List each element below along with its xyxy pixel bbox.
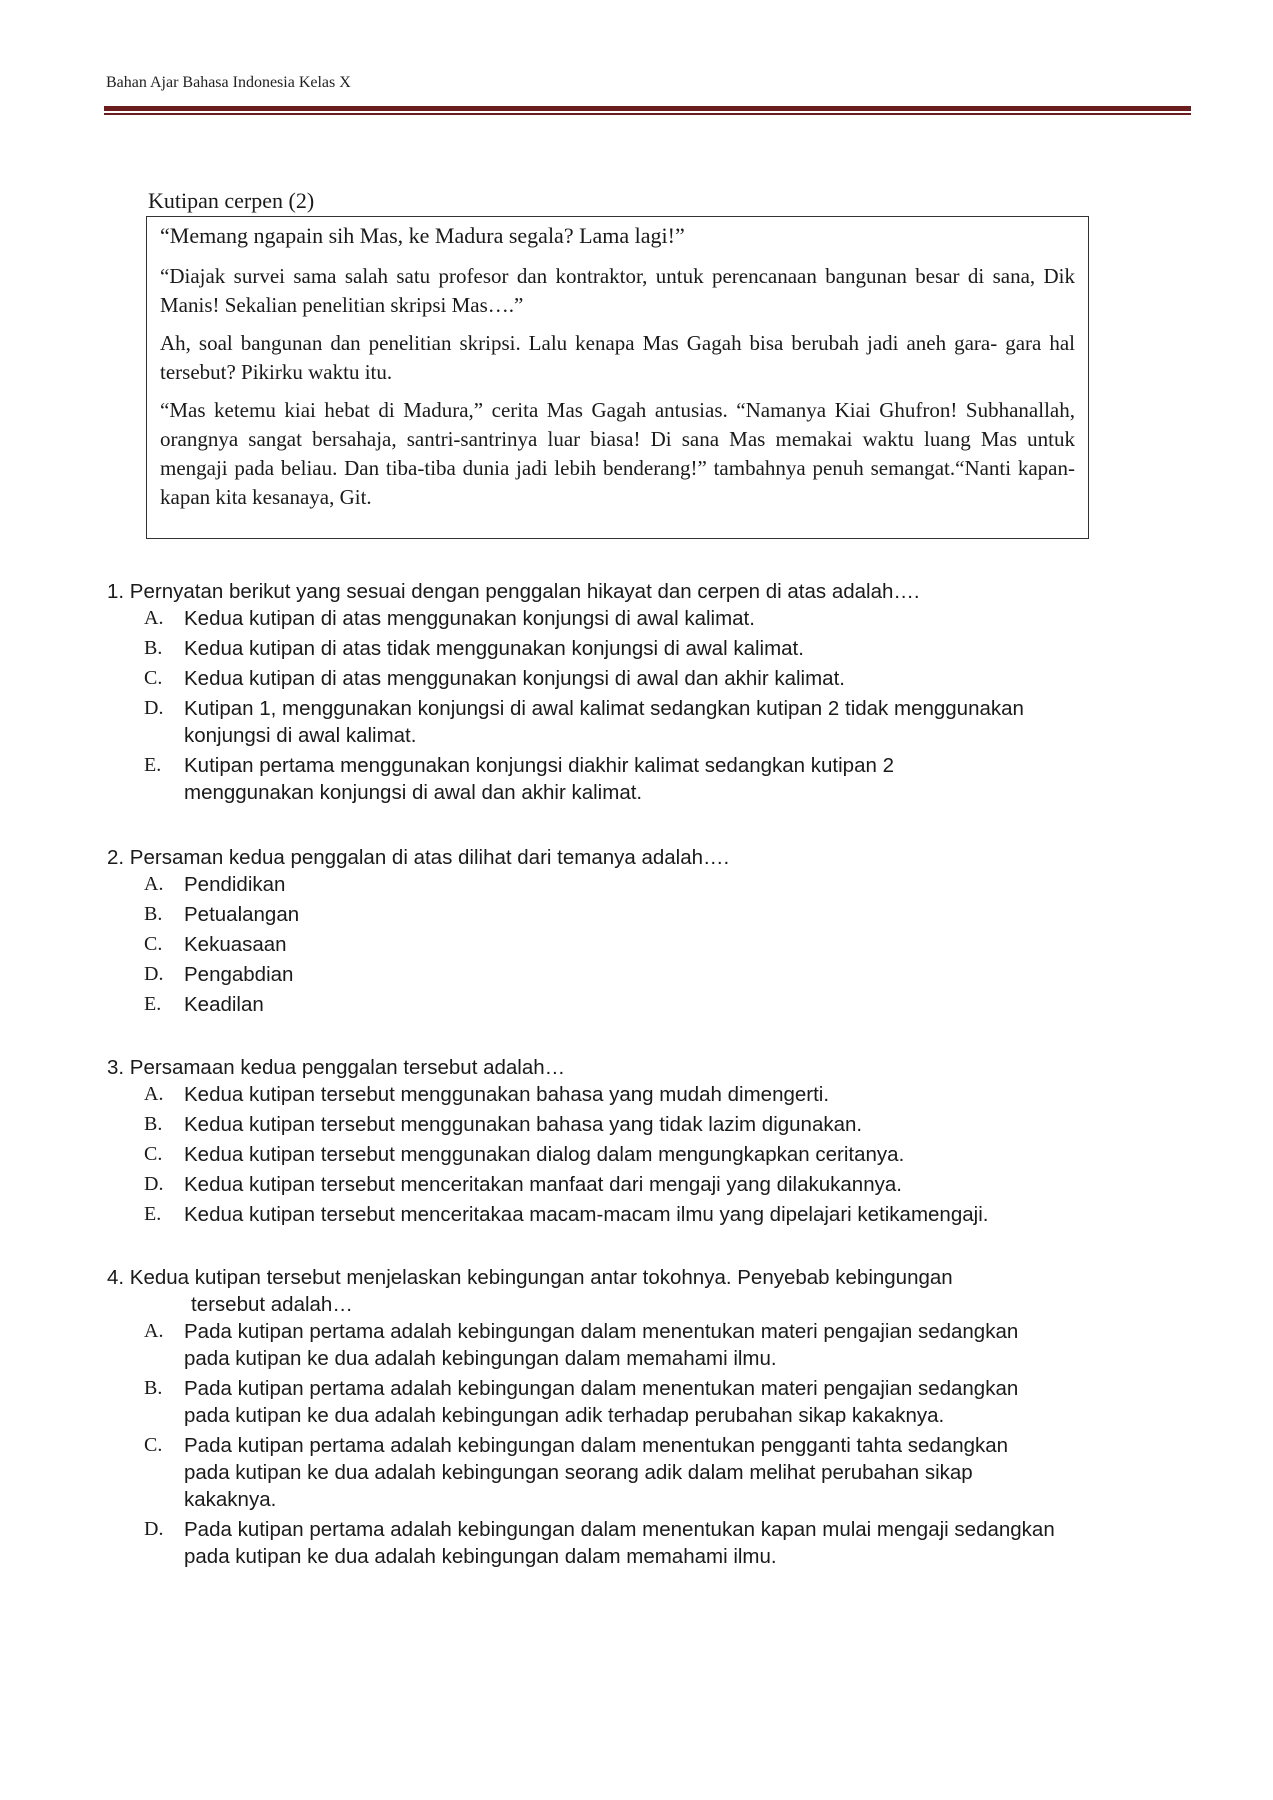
option-d	[107, 695, 1167, 749]
option-text: Pengabdian	[184, 963, 294, 986]
option-b	[107, 1375, 1167, 1429]
option-letter: B.	[144, 1113, 163, 1135]
option-a	[107, 605, 1167, 632]
excerpt-paragraph: “Memang ngapain sih Mas, ke Madura segala? Lama lagi!”	[160, 223, 685, 248]
option-text: Pada kutipan pertama adalah kebingungan dalam menentukan materi pengajian sedangkan pada kutipan ke dua adalah kebingungan dalam memahami ilmu.	[184, 1320, 1019, 1370]
option-letter: E.	[144, 1203, 162, 1225]
option-text: Petualangan	[184, 903, 300, 926]
option-text: Keadilan	[184, 993, 264, 1016]
question-3	[107, 1054, 1167, 1231]
option-text: Kedua kutipan tersebut menggunakan bahasa yang mudah dimengerti.	[184, 1083, 830, 1106]
option-text: Kutipan 1, menggunakan konjungsi di awal kalimat sedangkan kutipan 2 tidak menggunakan konjungsi di awal kalimat.	[184, 697, 1024, 747]
option-text: Kedua kutipan tersebut menceritakaa macam-macam ilmu yang dipelajari ketikamengaji.	[184, 1203, 989, 1226]
option-text: Kedua kutipan tersebut menggunakan bahasa yang tidak lazim digunakan.	[184, 1113, 863, 1136]
option-letter: B.	[144, 1377, 163, 1399]
question-stem: 1. Pernyatan berikut yang sesuai dengan penggalan hikayat dan cerpen di atas adalah….	[107, 580, 920, 603]
option-c	[107, 1141, 1167, 1168]
option-letter: D.	[144, 963, 164, 985]
options-list	[107, 605, 1167, 806]
option-text: Pada kutipan pertama adalah kebingungan dalam menentukan materi pengajian sedangkan pada kutipan ke dua adalah kebingungan adik terhadap perubahan sikap kakaknya.	[184, 1377, 1019, 1427]
option-text: Kedua kutipan tersebut menggunakan dialog dalam mengungkapkan ceritanya.	[184, 1143, 905, 1166]
option-text: Kedua kutipan di atas menggunakan konjungsi di awal kalimat.	[184, 607, 755, 630]
option-letter: A.	[144, 873, 164, 895]
option-d	[107, 961, 1167, 988]
options-list	[107, 871, 1167, 1018]
option-text: Pada kutipan pertama adalah kebingungan dalam menentukan pengganti tahta sedangkan pada kutipan ke dua adalah kebingungan seorang adik dalam melihat perubahan sikap kakaknya.	[184, 1434, 1009, 1511]
option-c	[107, 665, 1167, 692]
header-rule-thin	[104, 113, 1191, 115]
option-e	[107, 1201, 1167, 1228]
excerpt-label: Kutipan cerpen (2)	[148, 188, 315, 213]
option-letter: D.	[144, 697, 164, 719]
option-b	[107, 901, 1167, 928]
option-d	[107, 1171, 1167, 1198]
option-text: Kedua kutipan tersebut menceritakan manfaat dari mengaji yang dilakukannya.	[184, 1173, 902, 1196]
option-letter: A.	[144, 1320, 164, 1342]
option-letter: B.	[144, 637, 163, 659]
option-letter: E.	[144, 993, 162, 1015]
option-d	[107, 1516, 1167, 1570]
option-letter: A.	[144, 607, 164, 629]
option-letter: C.	[144, 1143, 163, 1165]
option-text: Kekuasaan	[184, 933, 287, 956]
option-a	[107, 1318, 1167, 1372]
option-text: Pendidikan	[184, 873, 286, 896]
option-b	[107, 635, 1167, 662]
question-1	[107, 578, 1167, 809]
option-text: Kutipan pertama menggunakan konjungsi diakhir kalimat sedangkan kutipan 2 menggunakan konjungsi di awal dan akhir kalimat.	[184, 754, 894, 804]
option-letter: B.	[144, 903, 163, 925]
option-letter: E.	[144, 754, 162, 776]
header-rule-thick	[104, 106, 1191, 111]
option-e	[107, 991, 1167, 1018]
option-e	[107, 752, 1167, 806]
question-stem: 2. Persaman kedua penggalan di atas dilihat dari temanya adalah….	[107, 846, 730, 869]
excerpt-paragraph: Ah, soal bangunan dan penelitian skripsi. Lalu kenapa Mas Gagah bisa berubah jadi aneh gara- gara hal tersebut? Pikirku waktu itu.	[160, 331, 1075, 384]
option-letter: C.	[144, 933, 163, 955]
option-b	[107, 1111, 1167, 1138]
option-a	[107, 1081, 1167, 1108]
question-stem-continuation: tersebut adalah…	[191, 1293, 353, 1316]
option-c	[107, 1432, 1167, 1513]
question-stem: 3. Persamaan kedua penggalan tersebut adalah…	[107, 1056, 566, 1079]
excerpt-box	[146, 216, 1089, 539]
question-stem-line: 4. Kedua kutipan tersebut menjelaskan kebingungan antar tokohnya. Penyebab kebingungan	[107, 1266, 953, 1289]
page-header-title: Bahan Ajar Bahasa Indonesia Kelas X	[106, 74, 351, 91]
excerpt-paragraph: “Mas ketemu kiai hebat di Madura,” cerita Mas Gagah antusias. “Namanya Kiai Ghufron! Subhanallah, orangnya sangat bersahaja, santri-santrinya luar biasa! Di sana Mas memakai waktu luang Mas untuk mengaji pada beliau. Dan tiba-tiba dunia jadi lebih benderang!” tambahnya penuh semangat.“Nanti kapan-kapan kita kesanaya, Git.	[160, 398, 1075, 509]
option-letter: C.	[144, 1434, 163, 1456]
option-letter: D.	[144, 1173, 164, 1195]
option-text: Kedua kutipan di atas tidak menggunakan konjungsi di awal kalimat.	[184, 637, 804, 660]
question-2	[107, 844, 1167, 1021]
option-text: Pada kutipan pertama adalah kebingungan dalam menentukan kapan mulai mengaji sedangkan pada kutipan ke dua adalah kebingungan dalam memahami ilmu.	[184, 1518, 1055, 1568]
option-a	[107, 871, 1167, 898]
options-list	[107, 1318, 1167, 1570]
options-list	[107, 1081, 1167, 1228]
option-letter: D.	[144, 1518, 164, 1540]
option-letter: C.	[144, 667, 163, 689]
option-c	[107, 931, 1167, 958]
option-text: Kedua kutipan di atas menggunakan konjungsi di awal dan akhir kalimat.	[184, 667, 845, 690]
excerpt-paragraph: “Diajak survei sama salah satu profesor dan kontraktor, untuk perencanaan bangunan besar di sana, Dik Manis! Sekalian penelitian skripsi Mas….”	[160, 264, 1075, 317]
question-4	[107, 1264, 1167, 1573]
option-letter: A.	[144, 1083, 164, 1105]
question-stem	[107, 1264, 1167, 1318]
